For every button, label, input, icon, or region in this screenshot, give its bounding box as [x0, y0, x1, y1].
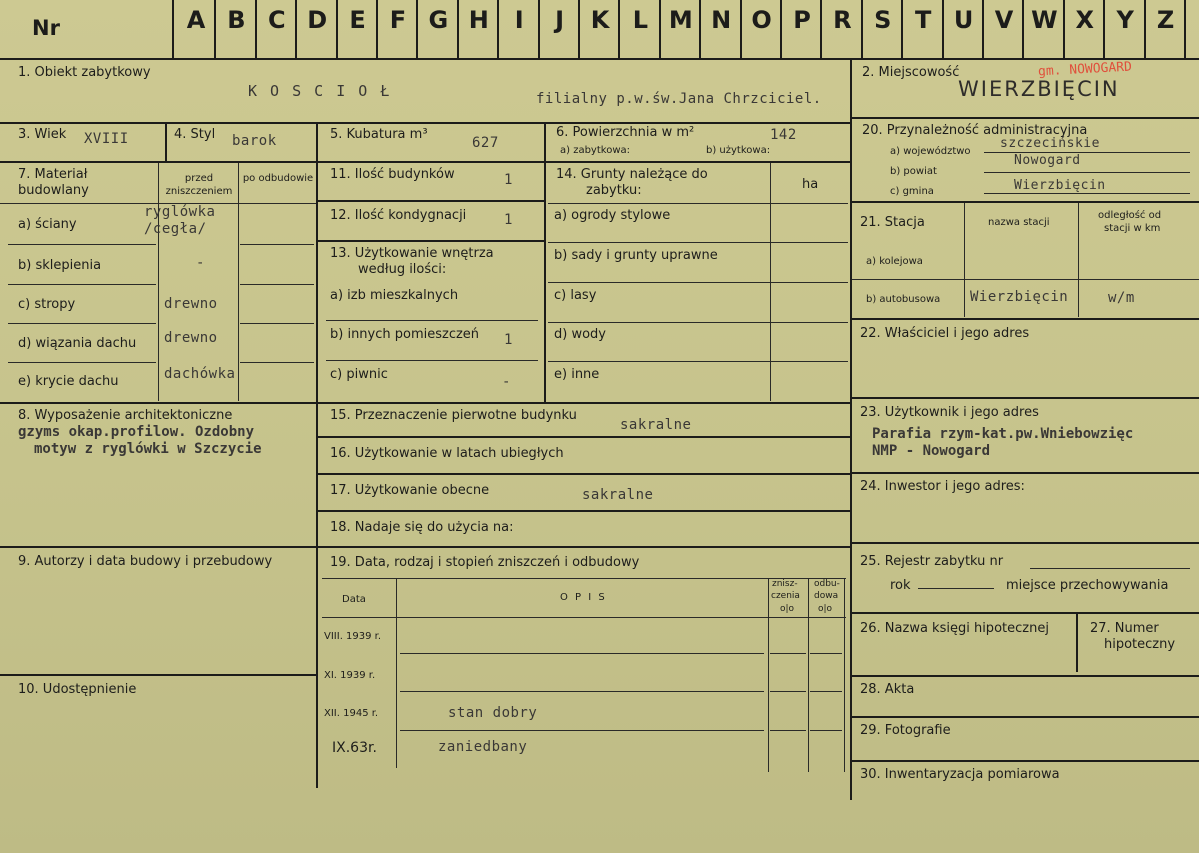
letter-divider — [861, 0, 863, 58]
letter-divider — [376, 0, 378, 58]
f14-c: c) lasy — [554, 288, 597, 303]
letter-divider — [295, 0, 297, 58]
f13-label2: według ilości: — [358, 262, 447, 277]
letter-u: U — [953, 6, 974, 34]
letter-c: C — [267, 6, 286, 34]
f21-col-name: nazwa stacji — [988, 217, 1050, 228]
f6-a-label: a) zabytkowa: — [560, 145, 630, 156]
f7-row-label: c) stropy — [18, 297, 76, 312]
letter-s: S — [874, 6, 892, 34]
f5-value: 627 — [472, 135, 499, 151]
f20-label: 20. Przynależność administracyjna — [862, 123, 1088, 138]
f19-col-dmg2: czenia — [771, 591, 800, 601]
f13-c: c) piwnic — [330, 367, 388, 382]
f7-row-before: drewno — [164, 330, 218, 346]
f7-row-before: - — [196, 255, 205, 271]
f20-a-value: szczecińskie — [1000, 136, 1100, 151]
f12-value: 1 — [504, 212, 513, 228]
f14-b: b) sady i grunty uprawne — [554, 248, 718, 263]
letter-divider — [1103, 0, 1105, 58]
f21-b-label: b) autobusowa — [866, 294, 941, 305]
letter-divider — [416, 0, 418, 58]
f7-col-before: przed zniszczeniem — [165, 173, 233, 197]
letter-m: M — [668, 6, 693, 34]
f8-label: 8. Wyposażenie architektoniczne — [18, 408, 233, 423]
f19-row-desc: zaniedbany — [438, 739, 528, 755]
f14-d: d) wody — [554, 327, 606, 342]
f19-row-date: IX.63r. — [332, 740, 377, 756]
letter-divider — [820, 0, 822, 58]
letter-w: W — [1031, 6, 1058, 34]
f7-col-after: po odbudowie — [242, 173, 314, 184]
f12-label: 12. Ilość kondygnacji — [330, 208, 467, 223]
letter-divider — [618, 0, 620, 58]
f14-a: a) ogrody stylowe — [554, 208, 671, 223]
f27-label2: hipoteczny — [1104, 637, 1176, 652]
f19-row-date: XII. 1945 r. — [324, 708, 379, 719]
letter-divider — [457, 0, 459, 58]
letter-n: N — [711, 6, 732, 34]
f19-row-desc: stan dobry — [448, 705, 538, 721]
letter-divider — [982, 0, 984, 58]
letter-divider — [1063, 0, 1065, 58]
f19-col-reb2: dowa — [814, 591, 839, 601]
f18-label: 18. Nadaje się do użycia na: — [330, 520, 514, 535]
f6-b-label: b) użytkowa: — [706, 145, 771, 156]
f21-b-value: Wierzbięcin — [970, 289, 1069, 305]
letter-a: A — [186, 6, 206, 34]
f25-miejsce: miejsce przechowywania — [1006, 578, 1169, 593]
f19-col-reb3: o|o — [818, 604, 833, 614]
f21-b-dist: w/m — [1108, 290, 1135, 306]
letter-z: Z — [1156, 6, 1175, 34]
letter-divider — [659, 0, 661, 58]
f14-e: e) inne — [554, 367, 600, 382]
letter-h: H — [468, 6, 489, 34]
letter-divider — [578, 0, 580, 58]
letter-i: I — [514, 6, 524, 34]
f19-label: 19. Data, rodzaj i stopień zniszczeń i odbudowy — [330, 555, 640, 570]
letter-e: E — [349, 6, 366, 34]
letter-y: Y — [1116, 6, 1134, 34]
f19-row-date: VIII. 1939 r. — [324, 631, 382, 642]
f20-a-label: a) województwo — [890, 146, 971, 157]
letter-o: O — [751, 6, 772, 34]
f4-label: 4. Styl — [174, 127, 216, 142]
f2-locality: WIERZBIĘCIN — [958, 77, 1120, 101]
letter-divider — [214, 0, 216, 58]
letter-b: B — [227, 6, 246, 34]
letter-p: P — [793, 6, 811, 34]
f3-value: XVIII — [84, 131, 129, 147]
f2-stamp: gm. NOWOGARD — [1037, 59, 1133, 80]
letter-t: T — [915, 6, 932, 34]
f15-label: 15. Przeznaczenie pierwotne budynku — [330, 408, 577, 423]
f7-row-label: b) sklepienia — [18, 258, 102, 273]
f22-label: 22. Właściciel i jego adres — [860, 326, 1030, 341]
letter-divider — [538, 0, 540, 58]
f25-rok: rok — [890, 578, 911, 593]
f23-line2: NMP - Nowogard — [872, 443, 991, 459]
f29-label: 29. Fotografie — [860, 723, 951, 738]
letter-divider — [497, 0, 499, 58]
f14-ha: ha — [802, 177, 819, 192]
letter-divider — [780, 0, 782, 58]
letter-divider — [1184, 0, 1186, 58]
letter-divider — [901, 0, 903, 58]
f21-col-dist1: odległość od — [1098, 210, 1162, 221]
f19-col-desc: O P I S — [560, 592, 607, 603]
f7-label: 7. Materiał budowlany — [18, 167, 89, 198]
f7-row-before: drewno — [164, 296, 218, 312]
letter-divider — [740, 0, 742, 58]
f13-b-value: 1 — [504, 332, 513, 348]
letter-j: J — [555, 6, 565, 34]
f23-label: 23. Użytkownik i jego adres — [860, 405, 1039, 420]
f7-row-before: dachówka — [164, 366, 236, 382]
f3-label: 3. Wiek — [18, 127, 67, 142]
f6-value: 142 — [770, 127, 797, 143]
f1-object-desc: filialny p.w.św.Jana Chrzciciel. — [536, 91, 822, 107]
letter-divider — [699, 0, 701, 58]
f19-col-dmg1: znisz- — [772, 579, 798, 589]
letter-divider — [942, 0, 944, 58]
letter-k: K — [590, 6, 610, 34]
f24-label: 24. Inwestor i jego adres: — [860, 479, 1025, 494]
f28-label: 28. Akta — [860, 682, 915, 697]
letter-f: F — [389, 6, 407, 34]
letter-l: L — [632, 6, 649, 34]
f13-b: b) innych pomieszczeń — [330, 327, 480, 342]
f27-label1: 27. Numer — [1090, 621, 1159, 636]
f14-label2: zabytku: — [586, 183, 642, 198]
f10-label: 10. Udostępnienie — [18, 682, 137, 697]
f8-line2: motyw z ryglówki w Szczycie — [34, 441, 262, 457]
f7-row-label: d) wiązania dachu — [18, 336, 137, 351]
f21-label: 21. Stacja — [860, 215, 925, 230]
f7-row-before: ryglówka /cegła/ — [144, 204, 216, 237]
f13-a: a) izb mieszkalnych — [330, 288, 459, 303]
f11-value: 1 — [504, 172, 513, 188]
f8-line1: gzyms okap.profilow. Ozdobny — [18, 424, 255, 440]
f16-label: 16. Użytkowanie w latach ubiegłych — [330, 446, 564, 461]
f17-value: sakralne — [582, 487, 654, 503]
f2-label: 2. Miejscowość — [862, 65, 960, 80]
f4-value: barok — [232, 133, 277, 149]
f14-label1: 14. Grunty należące do — [556, 167, 708, 182]
f21-a-label: a) kolejowa — [866, 256, 923, 267]
f13-label1: 13. Użytkowanie wnętrza — [330, 246, 494, 261]
letter-divider — [255, 0, 257, 58]
letter-r: R — [833, 6, 852, 34]
letter-x: X — [1075, 6, 1095, 34]
letter-d: D — [307, 6, 328, 34]
f1-object-name: K O S C I O Ł — [248, 82, 392, 100]
letter-divider — [1022, 0, 1024, 58]
f13-c-value: - — [502, 374, 511, 390]
letter-g: G — [428, 6, 449, 34]
f21-col-dist2: stacji w km — [1104, 223, 1161, 234]
f15-value: sakralne — [620, 417, 692, 433]
nr-label: Nr — [32, 16, 60, 40]
f19-col-reb1: odbu- — [814, 579, 840, 589]
f1-label: 1. Obiekt zabytkowy — [18, 65, 151, 80]
letter-divider — [336, 0, 338, 58]
f5-label: 5. Kubatura m³ — [330, 127, 428, 142]
f7-row-label: a) ściany — [18, 217, 77, 232]
f20-c-label: c) gmina — [890, 186, 934, 197]
f20-b-value: Nowogard — [1014, 153, 1081, 168]
f20-b-label: b) powiat — [890, 166, 937, 177]
f7-row-label: e) krycie dachu — [18, 374, 119, 389]
f23-line1: Parafia rzym-kat.pw.Wniebowzięc — [872, 426, 1134, 442]
f26-label: 26. Nazwa księgi hipotecznej — [860, 621, 1049, 636]
f11-label: 11. Ilość budynków — [330, 167, 455, 182]
f25-label: 25. Rejestr zabytku nr — [860, 554, 1004, 569]
f17-label: 17. Użytkowanie obecne — [330, 483, 490, 498]
f6-label: 6. Powierzchnia w m² — [556, 125, 695, 140]
f19-col-dmg3: o|o — [780, 604, 795, 614]
letter-v: V — [994, 6, 1014, 34]
f30-label: 30. Inwentaryzacja pomiarowa — [860, 767, 1060, 782]
letter-divider — [1144, 0, 1146, 58]
f19-col-date: Data — [342, 594, 366, 605]
f9-label: 9. Autorzy i data budowy i przebudowy — [18, 554, 273, 569]
f19-row-date: XI. 1939 r. — [324, 670, 376, 681]
f20-c-value: Wierzbięcin — [1014, 178, 1106, 193]
